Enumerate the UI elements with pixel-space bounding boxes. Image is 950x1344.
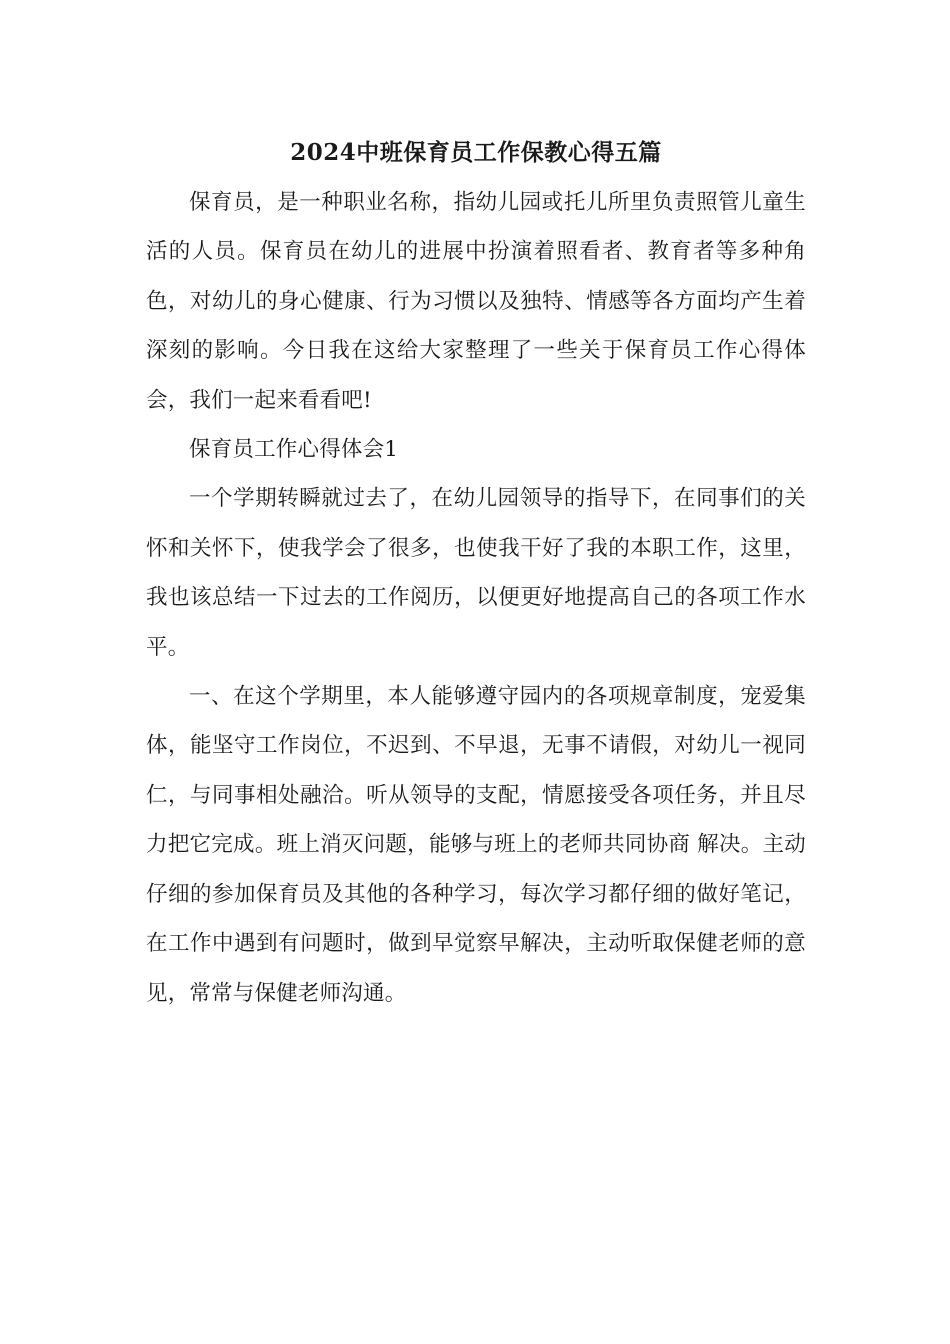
- section-heading: 保育员工作心得体会1: [189, 437, 399, 463]
- document-page: [146, 128, 806, 1018]
- document-title: 2024中班保育员工作保教心得五篇: [290, 139, 662, 166]
- body-paragraph: 一、在这个学期里，本人能够遵守园内的各项规章制度，宠爱集体，能坚守工作岗位，不迟到、不早退，无事不请假，对幼儿一视同仁，与同事相处融洽。听从领导的支配，情愿接受各项任务，并且尽力把它完成。班上消灭问题，能够与班上的老师共同协商 解决。主动仔细的参加保育员及其他的各种学习，每次学习都仔细的做好笔记，在工作中遇到有问题时，做到早觉察早解决，主动听取保健老师的意见，常常与保健老师沟通。: [146, 684, 806, 1006]
- body-paragraph: 一个学期转瞬就过去了，在幼儿园领导的指导下，在同事们的关怀和关怀下，使我学会了很多，也使我干好了我的本职工作，这里，我也该总结一下过去的工作阅历，以便更好地提高自己的各项工作水平。: [146, 486, 806, 660]
- intro-paragraph: 保育员，是一种职业名称，指幼儿园或托儿所里负责照管儿童生活的人员。保育员在幼儿的进展中扮演着照看者、教育者等多种角色，对幼儿的身心健康、行为习惯以及独特、情感等各方面均产生着深刻的影响。今日我在这给大家整理了一些关于保育员工作心得体会，我们一起来看看吧!: [146, 190, 806, 413]
